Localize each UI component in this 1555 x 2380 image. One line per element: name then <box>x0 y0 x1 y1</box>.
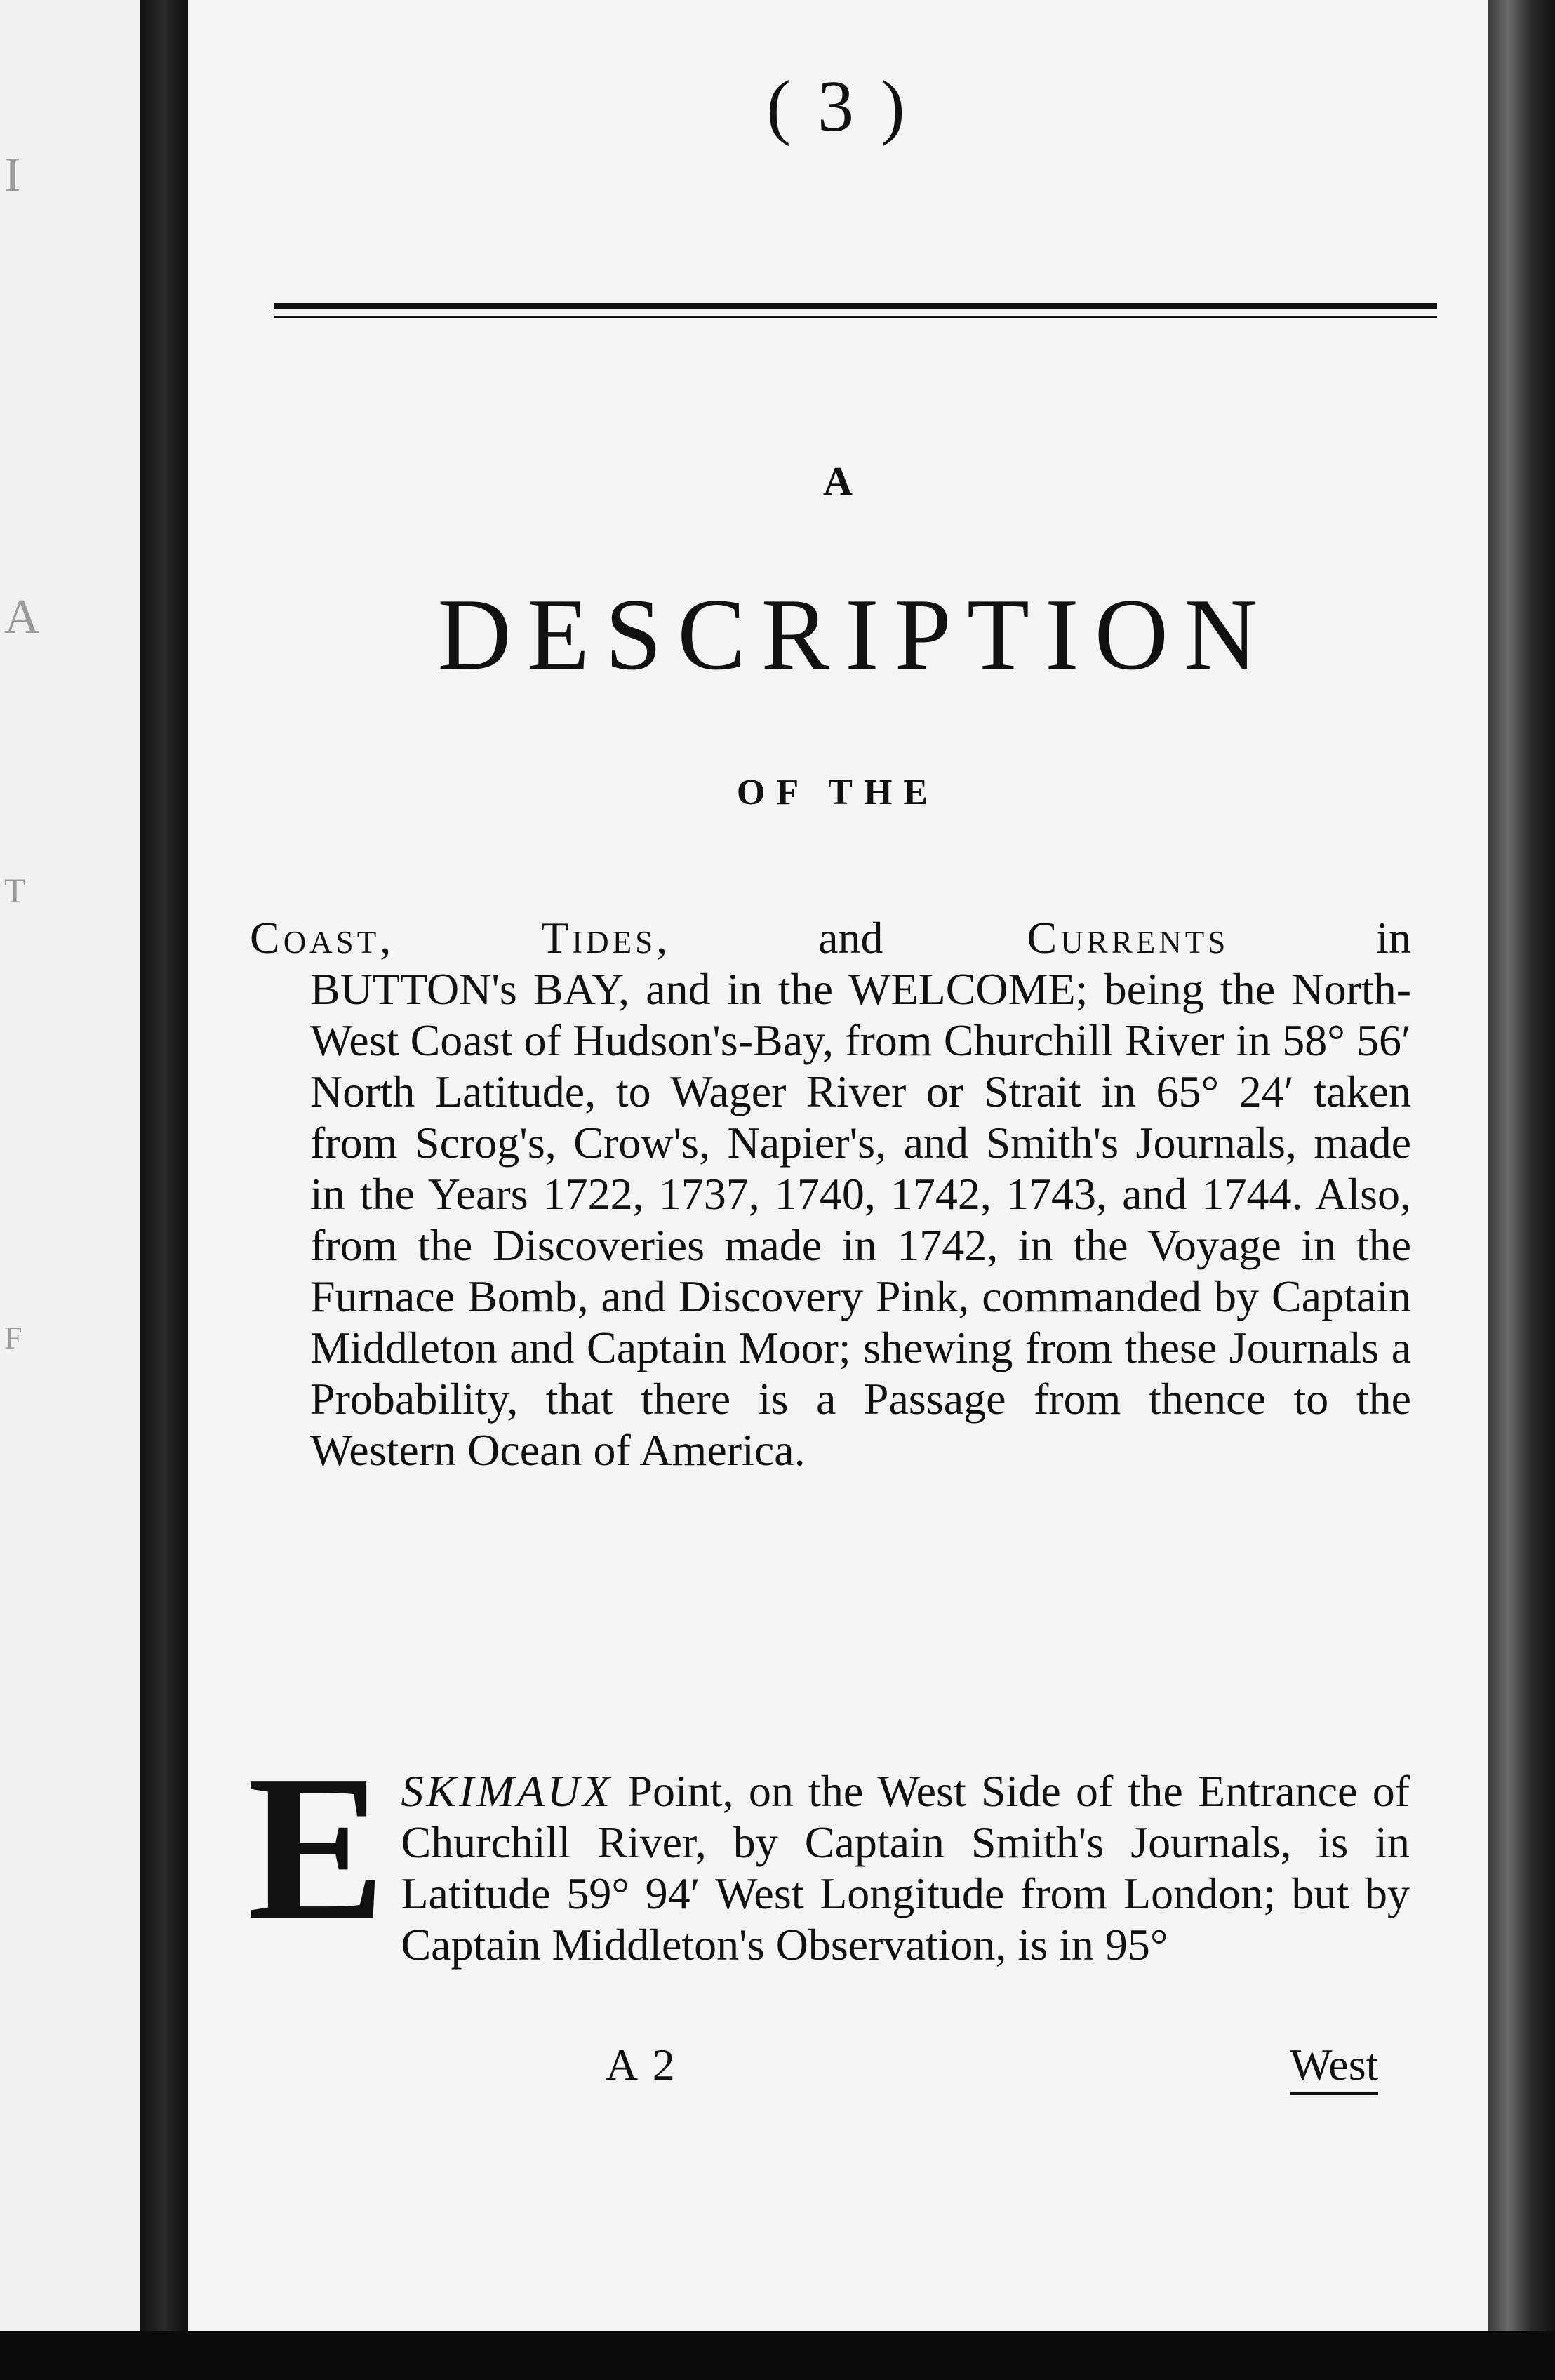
drop-cap: E <box>247 1733 386 1963</box>
previous-page-edge <box>0 0 142 2331</box>
text-run: and Captain <box>497 1323 739 1372</box>
book-page <box>188 0 1488 2331</box>
title-article: A <box>823 458 853 504</box>
text-run: London <box>1123 1868 1264 1918</box>
text-run: Moor <box>738 1323 839 1372</box>
text-run: ; shewing from these Journals a Probability, that there is a Passage from thence to the Western Ocean of <box>310 1323 1412 1475</box>
text-run: Middleton <box>552 1920 740 1970</box>
previous-page-ghost-letter: T <box>4 871 26 910</box>
text-run: , and <box>577 1271 679 1321</box>
text-run: River in 58° 56′ North Latitude, to <box>310 1015 1412 1116</box>
catchword: West <box>1290 2039 1378 2095</box>
text-run: River, by Captain <box>570 1817 971 1867</box>
text-run: Middleton <box>310 1323 498 1372</box>
text-run: , and <box>875 1118 986 1168</box>
text-run: , <box>545 1118 574 1168</box>
text-run: , from <box>822 1015 944 1065</box>
text-run: Napier's <box>727 1118 876 1168</box>
text-run: 's Journals, is in Latitude 59° 94′ West Longitude from <box>401 1817 1410 1918</box>
book-gutter <box>140 0 188 2380</box>
text-run: Crow's <box>573 1118 699 1168</box>
previous-page-ghost-letter: I <box>4 148 21 202</box>
text-run: Scrog's <box>414 1118 545 1168</box>
subtitle-block <box>250 912 1411 1476</box>
text-run: . <box>794 1425 806 1475</box>
text-run: , commanded by Captain <box>958 1271 1412 1321</box>
text-run: , <box>698 1118 728 1168</box>
text-run: Churchill <box>401 1817 571 1867</box>
title-connector: OF THE <box>736 773 940 813</box>
text-run: Hudson's-Bay <box>573 1015 822 1065</box>
text-run: America <box>639 1425 794 1475</box>
text-run: WELCOME <box>848 964 1076 1014</box>
text-run: BUTTON's BAY <box>310 964 619 1014</box>
opening-paragraph <box>247 1733 1410 1970</box>
previous-page-ghost-letter: F <box>4 1320 22 1356</box>
text-run: ; but by Captain <box>401 1868 1410 1970</box>
text-run: 's Journals, made in the Years 1722, 1737, 1740, 1742, 1743, and 1744. Also, from the Discoveries made in 1742, in the Voyage in the <box>310 1118 1411 1270</box>
text-run: Smith <box>970 1817 1079 1867</box>
text-run: , and in the <box>618 964 849 1014</box>
header-rule-thin <box>274 316 1437 318</box>
text-run: in <box>1376 913 1411 963</box>
text-run: Point, on the West Side of the Entrance of <box>613 1766 1410 1816</box>
text-run: Wager <box>670 1067 787 1116</box>
text-run: Coast, Tides, <box>250 913 819 963</box>
text-run: Smith <box>985 1118 1093 1168</box>
text-run: Churchill <box>943 1015 1114 1065</box>
text-run: River or Strait in 65° 24′ taken from <box>310 1067 1412 1168</box>
signature-mark: A 2 <box>606 2040 678 2090</box>
text-run: Discovery Pink <box>678 1271 959 1321</box>
text-run: and <box>818 913 1027 963</box>
text-run: 's Observation, is in 95° <box>739 1920 1168 1970</box>
text-run: Currents <box>1027 913 1377 963</box>
subtitle-first-line <box>250 912 1411 963</box>
page-number: ( 3 ) <box>766 66 909 147</box>
text-run: SKIMAUX <box>401 1766 613 1816</box>
header-rule-thick <box>274 303 1437 309</box>
paragraph-text <box>401 1766 1410 1970</box>
main-title: DESCRIPTION <box>437 577 1274 691</box>
previous-page-ghost-letter: A <box>4 590 40 644</box>
subtitle-text <box>310 963 1411 1476</box>
scan-background <box>0 2331 1555 2380</box>
text-run: Furnace Bomb <box>310 1271 578 1321</box>
text-run: ; being the North-West Coast of <box>310 964 1412 1065</box>
book-fore-edge <box>1488 0 1555 2380</box>
